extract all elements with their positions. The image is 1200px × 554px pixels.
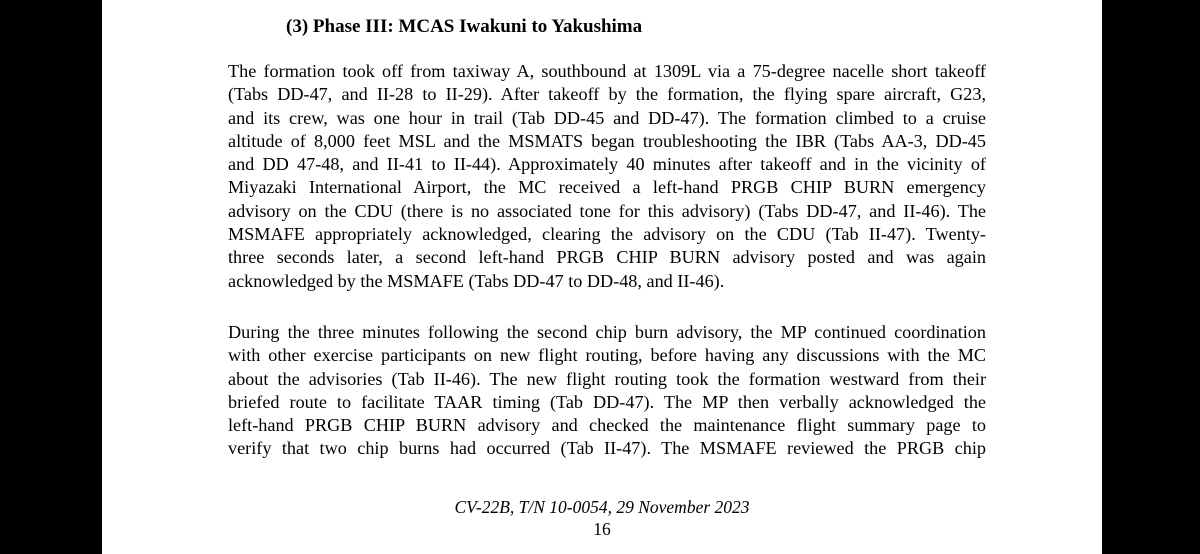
section-heading: (3) Phase III: MCAS Iwakuni to Yakushima <box>286 16 643 37</box>
paragraph-line: and its crew, was one hour in trail (Tab DD-45 and DD-47). The formation climbed to a cruise <box>228 107 986 128</box>
paragraph-line: verify that two chip burns had occurred (Tab II-47). The MSMAFE reviewed the PRGB chip <box>228 438 986 459</box>
paragraph-line: briefed route to facilitate TAAR timing (Tab DD-47). The MP then verbally acknowledged the <box>228 391 986 412</box>
paragraph-line: During the three minutes following the second chip burn advisory, the MP continued coordination <box>228 322 986 342</box>
paragraph-2 <box>228 321 986 461</box>
paragraph-line: The formation took off from taxiway A, southbound at 1309L via a 75-degree nacelle short takeoff <box>228 61 986 81</box>
paragraph-line: acknowledged by the MSMAFE (Tabs DD-47 to DD-48, and II-46). <box>228 270 725 291</box>
paragraph-line: altitude of 8,000 feet MSL and the MSMATS began troubleshooting the IBR (Tabs AA-3, DD-45 <box>228 130 986 151</box>
paragraph-1 <box>228 60 986 293</box>
footer-report-title: CV-22B, T/N 10-0054, 29 November 2023 <box>454 497 750 517</box>
paragraph-line: and DD 47-48, and II-41 to II-44). Approximately 40 minutes after takeoff and in the vicinity of <box>228 154 986 175</box>
paragraph-line: Miyazaki International Airport, the MC received a left-hand PRGB CHIP BURN emergency <box>228 177 986 198</box>
paragraph-line: (Tabs DD-47, and II-28 to II-29). After takeoff by the formation, the flying spare aircraft, G23, <box>228 84 986 105</box>
paragraph-line: advisory on the CDU (there is no associated tone for this advisory) (Tabs DD-47, and II-46). The <box>228 200 986 221</box>
footer-page-number: 16 <box>593 519 611 539</box>
document-page <box>102 0 1102 554</box>
paragraph-line: three seconds later, a second left-hand PRGB CHIP BURN advisory posted and was again <box>228 247 986 268</box>
paragraph-line: with other exercise participants on new flight routing, before having any discussions with the MC <box>228 345 986 366</box>
paragraph-line: about the advisories (Tab II-46). The new flight routing took the formation westward from their <box>228 368 986 389</box>
paragraph-line: MSMAFE appropriately acknowledged, clearing the advisory on the CDU (Tab II-47). Twenty- <box>228 224 986 245</box>
paragraph-line: left-hand PRGB CHIP BURN advisory and checked the maintenance flight summary page to <box>228 415 986 436</box>
